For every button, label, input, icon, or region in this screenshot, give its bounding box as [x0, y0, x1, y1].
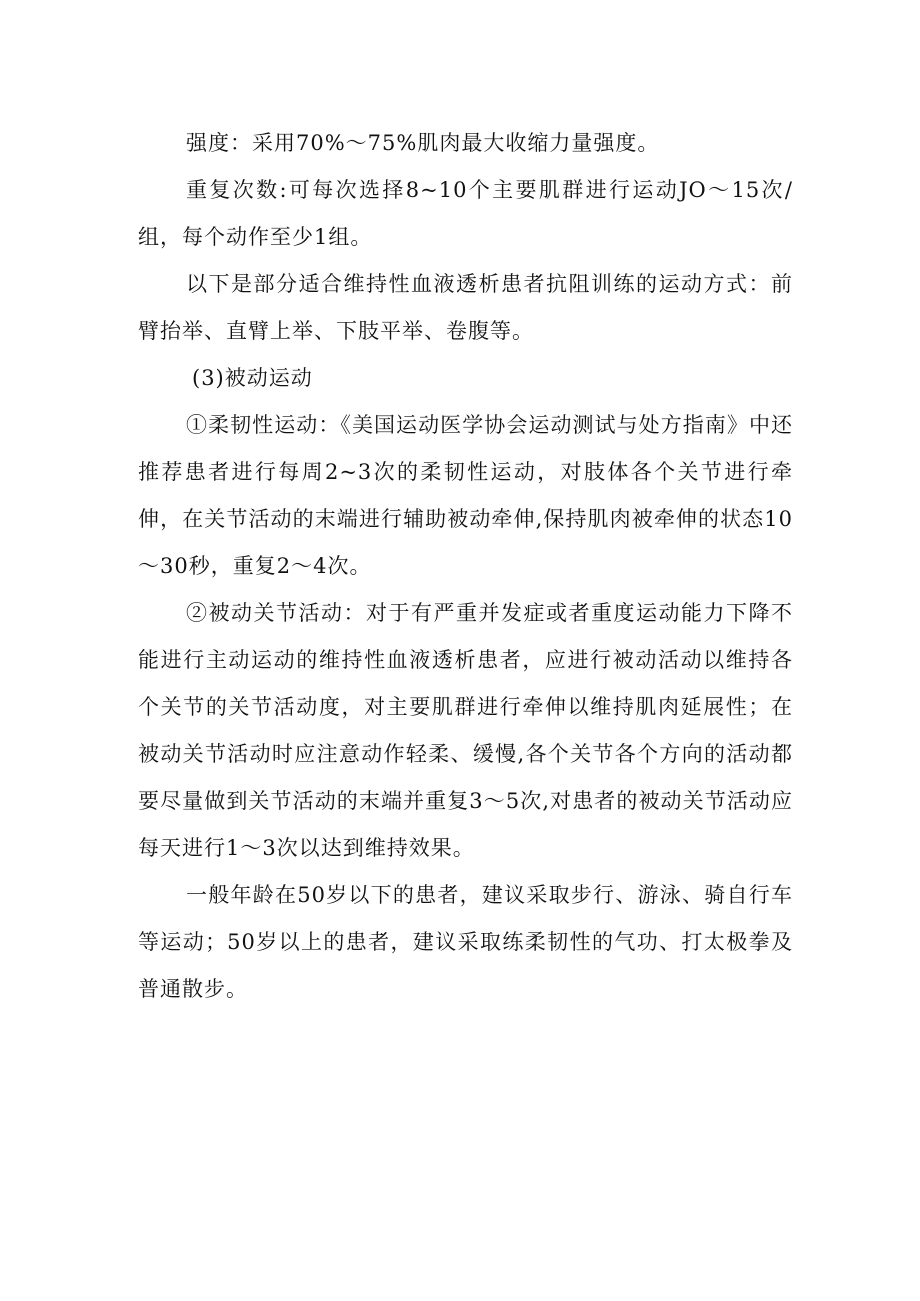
section-heading-passive-exercise: (3)被动运动 — [192, 366, 313, 390]
paragraph-repetitions: 重复次数:可每次选择8~10个主要肌群进行运动JO～15次/组，每个动作至少1组。 — [138, 178, 793, 249]
paragraph-passive-joint: ②被动关节活动：对于有严重并发症或者重度运动能力下降不能进行主动运动的维持性血液透析患者，应进行被动活动以维持各个关节的关节活动度，对主要肌群进行牵伸以维持肌肉延展性；在被动关节活动时应注意动作轻柔、缓慢,各个关节各个方向的活动都要尽量做到关节活动的末端并重复3～5次,对患者的被动关节活动应每天进行1～3次以达到维持效果。 — [138, 601, 793, 860]
paragraph-intensity: 强度：采用70%～75%肌肉最大收缩力量强度。 — [186, 131, 660, 155]
paragraph-resistance-methods: 以下是部分适合维持性血液透析患者抗阻训练的运动方式：前臂抬举、直臂上举、下肢平举、卷腹等。 — [138, 272, 793, 343]
paragraph-flexibility: ①柔韧性运动：《美国运动医学协会运动测试与处方指南》中还推荐患者进行每周2~3次的柔韧性运动，对肢体各个关节进行牵伸，在关节活动的末端进行辅助被动牵伸,保持肌肉被牵伸的状态10～30秒，重复2～4次。 — [138, 413, 793, 578]
document-body — [138, 120, 793, 1013]
paragraph-age-recommendation: 一般年龄在50岁以下的患者，建议采取步行、游泳、骑自行车等运动；50岁以上的患者，建议采取练柔韧性的气功、打太极拳及普通散步。 — [138, 883, 793, 1001]
